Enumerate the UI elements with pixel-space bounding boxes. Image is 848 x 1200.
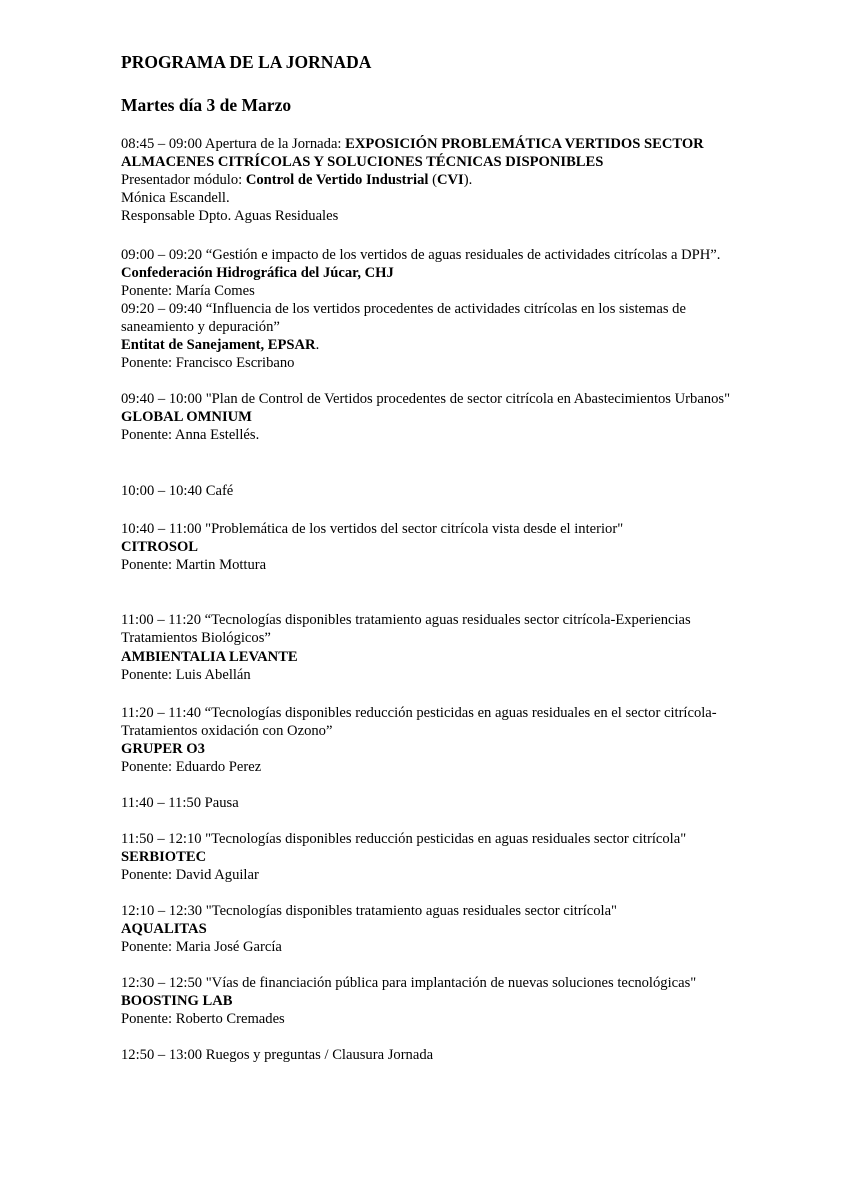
session-time: 08:45 – 09:00	[121, 136, 203, 152]
session-organization: CITROSOL	[121, 539, 199, 555]
session-title: 11:20 – 11:40 “Tecnologías disponibles reducción pesticidas en aguas residuales en el sector citrícola-	[121, 705, 717, 721]
session-title-cont: Tratamientos oxidación con Ozono”	[121, 723, 333, 739]
session-intro: Apertura de la Jornada:	[202, 136, 346, 152]
session-title: 12:10 – 12:30 "Tecnologías disponibles tratamiento aguas residuales sector citrícola"	[121, 903, 618, 919]
presenter-paren-close: ).	[463, 172, 473, 188]
session-speaker: Ponente: Maria José García	[121, 939, 282, 955]
session-organization: SERBIOTEC	[121, 849, 207, 865]
session-speaker: Ponente: Eduardo Perez	[121, 759, 262, 775]
session-speaker: Ponente: María Comes	[121, 283, 255, 299]
session-organization: Entitat de Sanejament, EPSAR	[121, 337, 316, 353]
session-organization: GRUPER O3	[121, 741, 205, 757]
session-organization: AMBIENTALIA LEVANTE	[121, 649, 298, 665]
session-organization: Confederación Hidrográfica del Júcar, CHJ	[121, 265, 394, 281]
session-speaker: Ponente: Luis Abellán	[121, 667, 251, 683]
session-title: 09:00 – 09:20 “Gestión e impacto de los vertidos de aguas residuales de actividades citrícolas a DPH”.	[121, 247, 721, 263]
break-pause: 11:40 – 11:50 Pausa	[121, 795, 239, 811]
closing-session: 12:50 – 13:00 Ruegos y preguntas / Clausura Jornada	[121, 1047, 434, 1063]
session-opening-line1	[121, 135, 704, 153]
session-heading-cont: ALMACENES CITRÍCOLAS Y SOLUCIONES TÉCNICAS DISPONIBLES	[121, 154, 604, 170]
session-organization: BOOSTING LAB	[121, 993, 233, 1009]
session-title: 11:50 – 12:10 "Tecnologías disponibles reducción pesticidas en aguas residuales sector citrícola"	[121, 831, 687, 847]
break-coffee: 10:00 – 10:40 Café	[121, 483, 234, 499]
page-title: PROGRAMA DE LA JORNADA	[121, 52, 372, 72]
presenter-name: Mónica Escandell.	[121, 190, 230, 206]
session-organization: AQUALITAS	[121, 921, 207, 937]
session-heading: EXPOSICIÓN PROBLEMÁTICA VERTIDOS SECTOR	[345, 136, 704, 152]
session-title: 11:00 – 11:20 “Tecnologías disponibles tratamiento aguas residuales sector citrícola-Experiencias	[121, 612, 691, 628]
presenter-role: Responsable Dpto. Aguas Residuales	[121, 208, 339, 224]
org-suffix: .	[315, 337, 320, 353]
session-title: 10:40 – 11:00 "Problemática de los vertidos del sector citrícola vista desde el interior"	[121, 521, 624, 537]
session-organization: GLOBAL OMNIUM	[121, 409, 252, 425]
session-speaker: Ponente: David Aguilar	[121, 867, 259, 883]
session-title-cont: Tratamientos Biológicos”	[121, 630, 271, 646]
presenter-line	[121, 171, 472, 189]
presenter-module: Control de Vertido Industrial	[245, 172, 429, 188]
session-speaker: Ponente: Anna Estellés.	[121, 427, 260, 443]
session-title-cont: saneamiento y depuración”	[121, 319, 280, 335]
session-title: 09:40 – 10:00 "Plan de Control de Vertidos procedentes de sector citrícola en Abastecimientos Urbanos"	[121, 391, 731, 407]
session-organization-line	[121, 336, 319, 354]
session-title: 09:20 – 09:40 “Influencia de los vertidos procedentes de actividades citrícolas en los sistemas de	[121, 301, 686, 317]
session-speaker: Ponente: Martin Mottura	[121, 557, 267, 573]
day-heading: Martes día 3 de Marzo	[121, 95, 292, 115]
session-speaker: Ponente: Francisco Escribano	[121, 355, 295, 371]
presenter-prefix: Presentador módulo:	[121, 172, 246, 188]
session-speaker: Ponente: Roberto Cremades	[121, 1011, 285, 1027]
presenter-abbr: CVI	[436, 172, 464, 188]
session-title: 12:30 – 12:50 "Vías de financiación pública para implantación de nuevas soluciones tecnológicas"	[121, 975, 697, 991]
presenter-paren-open: (	[428, 172, 437, 188]
